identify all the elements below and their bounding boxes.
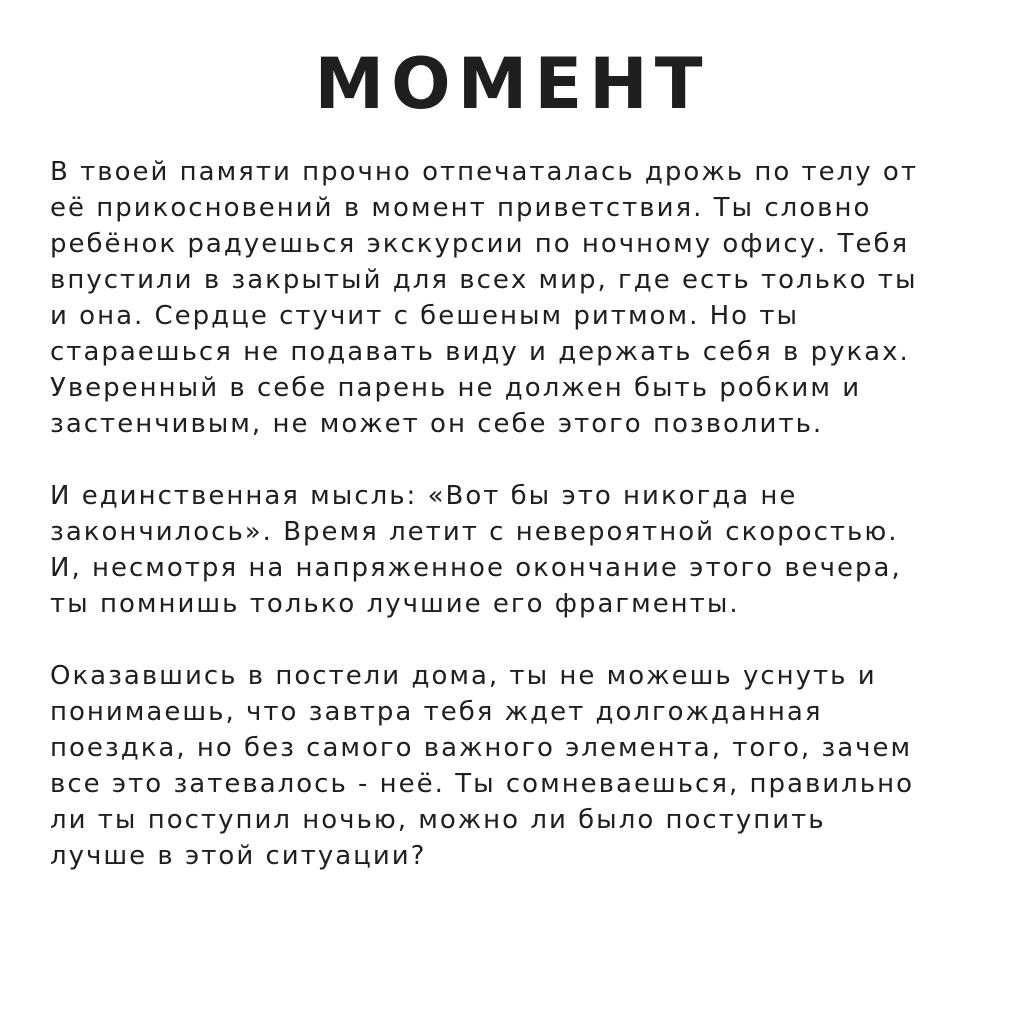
text-line: И, несмотря на напряженное окончание этого вечера,	[50, 553, 902, 583]
text-line: Уверенный в себе парень не должен быть робким и	[50, 373, 862, 403]
article-body	[50, 154, 990, 910]
text-line: и она. Сердце стучит с бешеным ритмом. Но ты	[50, 301, 800, 331]
page-title: МОМЕНТ	[314, 43, 710, 125]
text-line: Оказавшись в постели дома, ты не можешь уснуть и	[50, 661, 877, 691]
text-line: её прикосновений в момент приветствия. Ты словно	[50, 193, 872, 223]
text-line: И единственная мысль: «Вот бы это никогда не	[50, 481, 798, 511]
text-line: застенчивым, не может он себе этого позволить.	[50, 409, 824, 439]
text-line: понимаешь, что завтра тебя ждет долгожданная	[50, 697, 823, 727]
text-line: лучше в этой ситуации?	[50, 841, 427, 871]
text-line: ты помнишь только лучшие его фрагменты.	[50, 589, 740, 619]
paragraph-2	[50, 478, 990, 622]
text-line: закончилось». Время летит с невероятной скоростью.	[50, 517, 899, 547]
text-line: все это затевалось - неё. Ты сомневаешься, правильно	[50, 769, 915, 799]
text-line: ли ты поступил ночью, можно ли было поступить	[50, 805, 826, 835]
text-line: ребёнок радуешься экскурсии по ночному офису. Тебя	[50, 229, 910, 259]
paragraph-1	[50, 154, 990, 442]
text-line: стараешься не подавать виду и держать себя в руках.	[50, 337, 910, 367]
paragraph-3	[50, 658, 990, 874]
text-line: поездка, но без самого важного элемента, того, зачем	[50, 733, 913, 763]
text-line: впустили в закрытый для всех мир, где есть только ты	[50, 265, 918, 295]
text-line: В твоей памяти прочно отпечаталась дрожь по телу от	[50, 157, 918, 187]
